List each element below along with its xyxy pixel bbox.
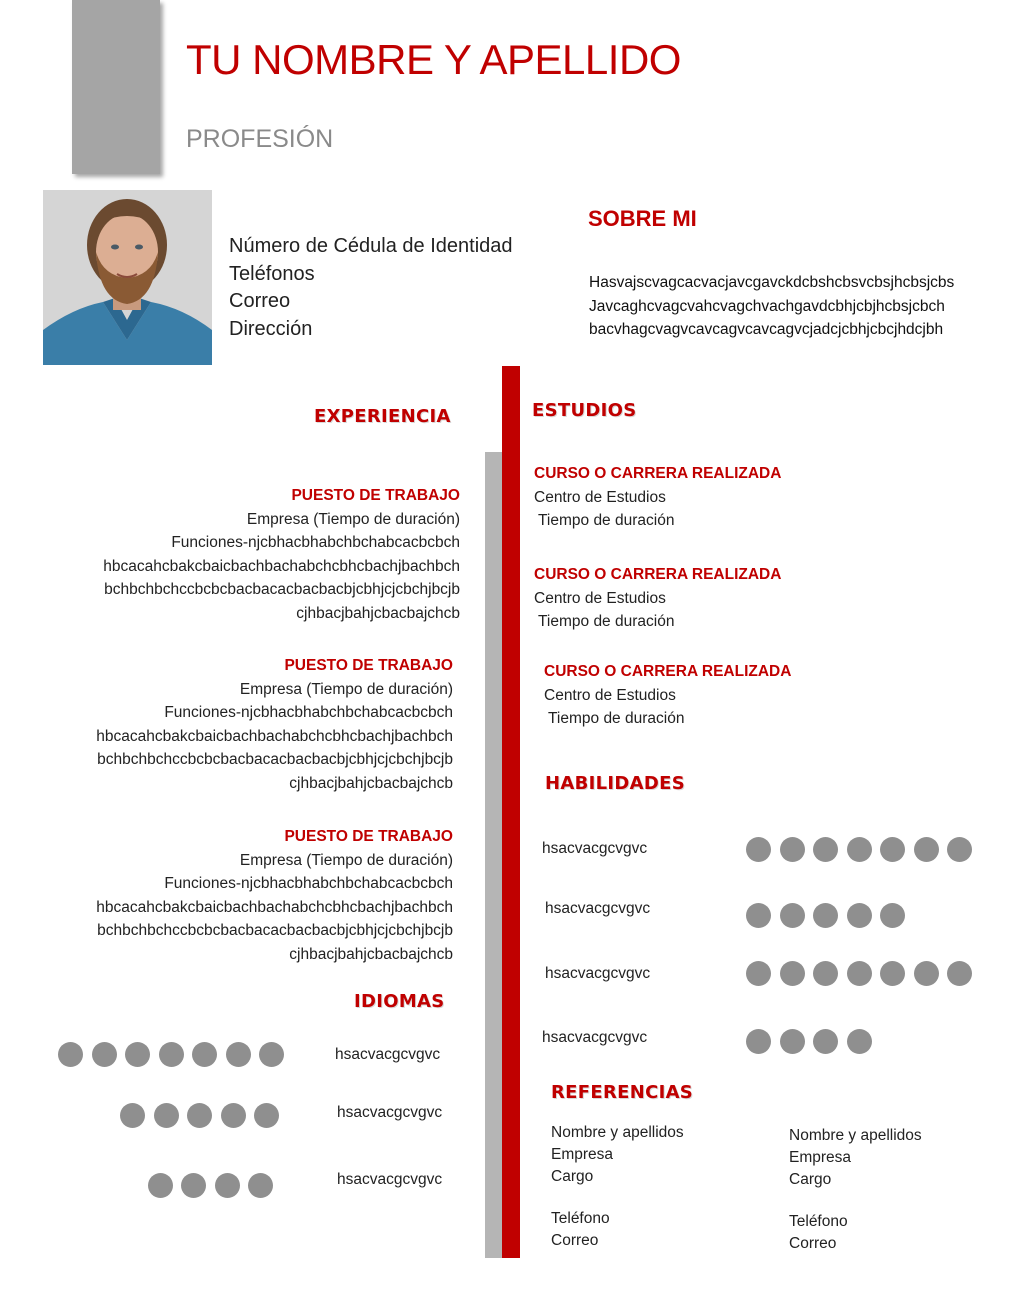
level-dot [847, 903, 872, 928]
about-text [589, 271, 954, 342]
reference-email: Correo [789, 1235, 837, 1252]
level-dot [780, 837, 805, 862]
study-center: Centro de Estudios [534, 589, 666, 607]
job-description-line: bchbchbchccbcbcbacbacacbacbacbjcbhjcjcbchjbcjb [97, 922, 453, 939]
reference-name: Nombre y apellidos [789, 1127, 922, 1144]
level-dot [746, 961, 771, 986]
level-dot [813, 837, 838, 862]
job-company: Empresa (Tiempo de duración) [239, 851, 453, 869]
job-description-line: Funciones-njcbhacbhabchbchabcacbcbch [164, 704, 453, 721]
study-duration: Tiempo de duración [534, 512, 675, 529]
level-dot [847, 837, 872, 862]
about-line: Hasvajscvagcacvacjavcgavckdcbshcbsvcbsjhcbsjcbs [589, 274, 955, 291]
level-dot [248, 1173, 273, 1198]
language-level-dots [120, 1103, 279, 1128]
job-position: PUESTO DE TRABAJO [284, 657, 453, 674]
study-duration: Tiempo de duración [534, 613, 675, 630]
study-center: Centro de Estudios [544, 686, 676, 704]
level-dot [914, 837, 939, 862]
level-dot [847, 1029, 872, 1054]
level-dot [192, 1042, 217, 1067]
contact-info [229, 233, 513, 343]
job-position: PUESTO DE TRABAJO [291, 487, 460, 504]
skill-label: hsacvacgcvgvc [545, 900, 651, 917]
level-dot [947, 961, 972, 986]
phones: Teléfonos [229, 262, 315, 285]
level-dot [880, 837, 905, 862]
address: Dirección [229, 317, 313, 340]
language-label: hsacvacgcvgvc [337, 1171, 443, 1188]
level-dot [58, 1042, 83, 1067]
level-dot [813, 903, 838, 928]
job-description-line: hbcacahcbakcbaicbachbachabchcbhcbachjbachbch [96, 727, 453, 745]
level-dot [813, 1029, 838, 1054]
level-dot [221, 1103, 246, 1128]
job-position: PUESTO DE TRABAJO [284, 828, 453, 845]
skill-level-dots [746, 1029, 872, 1054]
profession-subtitle: PROFESIÓN [186, 125, 334, 153]
level-dot [947, 837, 972, 862]
job-company: Empresa (Tiempo de duración) [246, 510, 460, 528]
job-description-line: cjhbacjbahjcbacbajchcb [296, 604, 460, 622]
level-dot [847, 961, 872, 986]
level-dot [154, 1103, 179, 1128]
level-dot [780, 903, 805, 928]
level-dot [148, 1173, 173, 1198]
level-dot [181, 1173, 206, 1198]
study-item [534, 563, 781, 634]
job-description-line: Funciones-njcbhacbhabchbchabcacbcbch [171, 534, 460, 551]
skill-level-dots [746, 961, 972, 986]
reference-card [551, 1122, 684, 1252]
job-description-line: Funciones-njcbhacbhabchbchabcacbcbch [164, 875, 453, 892]
job-description-line: bchbchbchccbcbcbacbacacbacbacbjcbhjcjcbchjbcjb [97, 751, 453, 768]
studies-heading: ESTUDIOS [532, 400, 637, 421]
level-dot [120, 1103, 145, 1128]
languages-heading: IDIOMAS [354, 991, 445, 1012]
job-description-line: hbcacahcbakcbaicbachbachabchcbhcbachjbachbch [96, 898, 453, 916]
job-description-line: cjhbacjbahjcbacbajchcb [289, 774, 453, 792]
experience-item [96, 654, 453, 795]
email: Correo [229, 290, 291, 312]
id-number: Número de Cédula de Identidad [229, 235, 513, 257]
experience-item [103, 484, 460, 625]
language-level-dots [58, 1042, 284, 1067]
course-title: CURSO O CARRERA REALIZADA [544, 663, 792, 680]
experience-heading: EXPERIENCIA [314, 406, 451, 427]
course-title: CURSO O CARRERA REALIZADA [534, 465, 782, 482]
study-item [544, 660, 791, 731]
skill-level-dots [746, 903, 905, 928]
reference-role: Cargo [789, 1171, 832, 1188]
reference-card [789, 1125, 922, 1255]
skill-label: hsacvacgcvgvc [542, 840, 648, 857]
reference-name: Nombre y apellidos [551, 1124, 684, 1141]
experience-item [96, 825, 453, 966]
job-description-line: cjhbacjbahjcbacbajchcb [289, 945, 453, 963]
skill-label: hsacvacgcvgvc [545, 965, 651, 982]
about-heading: SOBRE MI [588, 206, 697, 231]
person-portrait-icon [43, 190, 212, 365]
study-item [534, 462, 781, 533]
header-grey-block [72, 0, 160, 174]
page-title: TU NOMBRE Y APELLIDO [186, 36, 681, 83]
reference-role: Cargo [551, 1168, 594, 1185]
level-dot [159, 1042, 184, 1067]
language-level-dots [148, 1173, 274, 1198]
level-dot [914, 961, 939, 986]
level-dot [125, 1042, 150, 1067]
study-center: Centro de Estudios [534, 488, 666, 506]
level-dot [746, 903, 771, 928]
level-dot [880, 903, 905, 928]
reference-phone: Teléfono [789, 1213, 848, 1230]
level-dot [746, 1029, 771, 1054]
references-heading: REFERENCIAS [551, 1082, 694, 1103]
skill-level-dots [746, 837, 972, 862]
level-dot [780, 1029, 805, 1054]
skill-label: hsacvacgcvgvc [542, 1029, 648, 1046]
level-dot [259, 1042, 284, 1067]
divider-red-bar [502, 366, 520, 1258]
level-dot [746, 837, 771, 862]
job-description-line: bchbchbchccbcbcbacbacacbacbacbjcbhjcjcbchjbcjb [104, 581, 460, 598]
reference-email: Correo [551, 1232, 599, 1249]
level-dot [226, 1042, 251, 1067]
profile-photo [43, 190, 212, 365]
reference-company: Empresa [789, 1149, 852, 1166]
reference-company: Empresa [551, 1146, 614, 1163]
level-dot [187, 1103, 212, 1128]
level-dot [780, 961, 805, 986]
reference-phone: Teléfono [551, 1210, 610, 1227]
level-dot [813, 961, 838, 986]
level-dot [880, 961, 905, 986]
level-dot [215, 1173, 240, 1198]
study-duration: Tiempo de duración [544, 710, 685, 727]
job-company: Empresa (Tiempo de duración) [239, 680, 453, 698]
job-description-line: hbcacahcbakcbaicbachbachabchcbhcbachjbachbch [103, 557, 460, 575]
level-dot [92, 1042, 117, 1067]
level-dot [254, 1103, 279, 1128]
course-title: CURSO O CARRERA REALIZADA [534, 566, 782, 583]
language-label: hsacvacgcvgvc [335, 1046, 441, 1063]
skills-heading: HABILIDADES [545, 773, 685, 794]
divider-grey-bar [485, 452, 503, 1258]
about-line: bacvhagcvagvcavcagvcavcagvcjadcjcbhjcbcjhdcjbh [589, 321, 944, 338]
language-label: hsacvacgcvgvc [337, 1104, 443, 1121]
about-line: Javcaghcvagcvahcvagchvachgavdcbhjcbjhcbsjcbch [589, 297, 945, 315]
